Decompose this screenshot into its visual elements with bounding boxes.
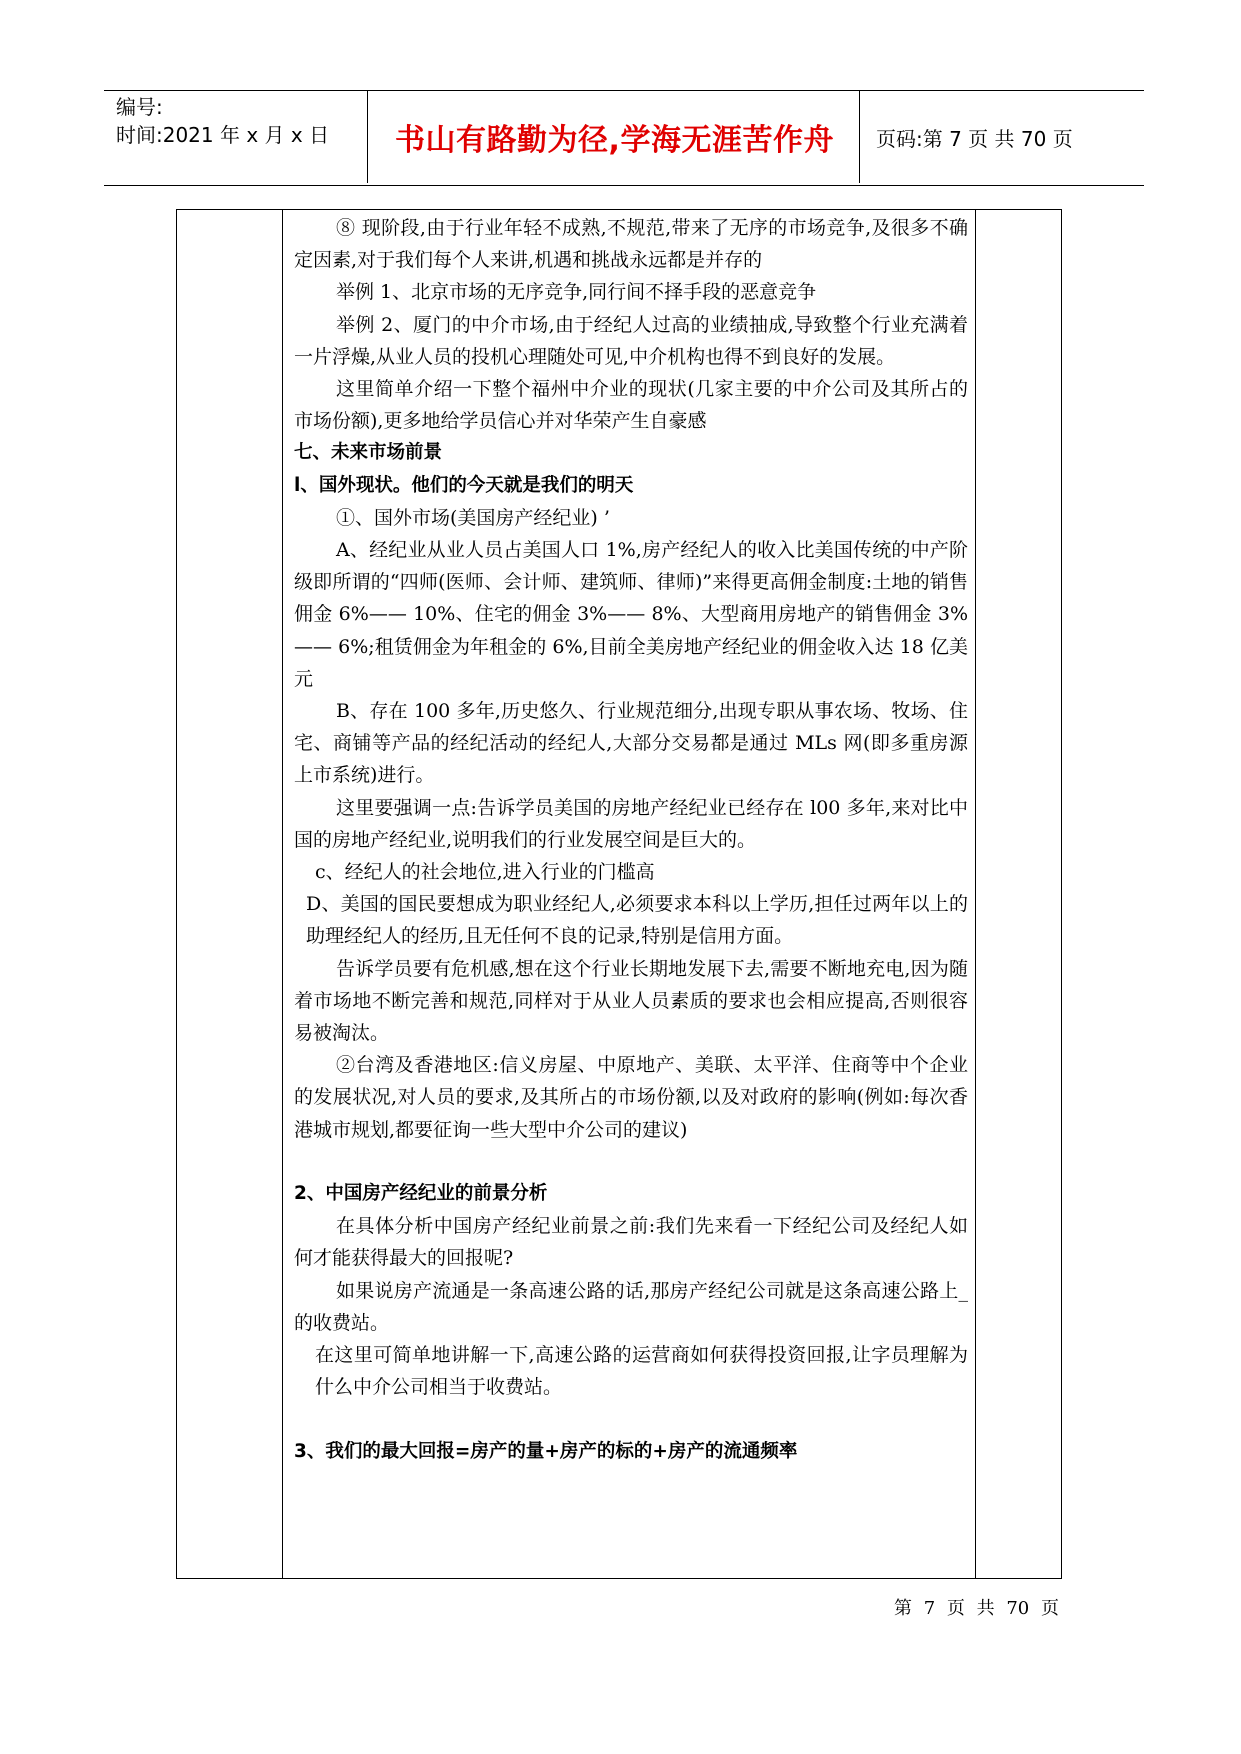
- content-table: [176, 209, 1062, 1579]
- header-divider: [859, 91, 860, 183]
- table-column-divider: [282, 210, 283, 1578]
- document-number-label: 编号:: [116, 95, 163, 119]
- paragraph: ②台湾及香港地区:信义房屋、中原地产、美联、太平洋、住商等中个企业的发展状况,对人员的要求,及其所占的市场份额,以及对政府的影响(例如:每次香港城市规划,都要征询一些大型中介公司的建议): [294, 1054, 968, 1141]
- blank-line: [294, 1146, 968, 1178]
- page-header: [104, 90, 1144, 186]
- subsection-heading: 3、我们的最大回报=房产的量+房产的标的+房产的流通频率: [294, 1440, 798, 1462]
- paragraph: B、存在 100 多年,历史悠久、行业规范细分,出现专职从事农场、牧场、住宅、商铺等产品的经纪活动的经纪人,大部分交易都是通过 MLs 网(即多重房源上市系统)进行。: [294, 700, 968, 787]
- content-cell: [294, 212, 968, 1468]
- paragraph: ⑧ 现阶段,由于行业年轻不成熟,不规范,带来了无序的市场竞争,及很多不确定因素,对于我们每个人来讲,机遇和挑战永远都是并存的: [294, 217, 968, 272]
- paragraph: 这里要强调一点:告诉学员美国的房地产经纪业已经存在 l00 多年,来对比中国的房地产经纪业,说明我们的行业发展空间是巨大的。: [294, 796, 968, 851]
- header-meta: [116, 93, 371, 183]
- paragraph: D、美国的国民要想成为职业经纪人,必须要求本科以上学历,担任过两年以上的助理经纪人的经历,且无任何不良的记录,特别是信用方面。: [306, 893, 968, 948]
- paragraph: 如果说房产流通是一条高速公路的话,那房产经纪公司就是这条高速公路上_的收费站。: [294, 1279, 968, 1334]
- paragraph: A、经纪业从业人员占美国人口 1%,房产经纪人的收入比美国传统的中产阶级即所谓的“四师(医师、会计师、建筑师、律师)”来得更高佣金制度:土地的销售佣金 6%—— 10%、住宅的佣金 3%—— 8%、大型商用房地产的销售佣金 3%—— 6%;租赁佣金为年租金的 6%,目前全美房地产经纪业的佣金收入达 18 亿美元: [294, 539, 968, 690]
- document-time-label: 时间:2021 年 x 月 x 日: [116, 123, 330, 147]
- paragraph: 告诉学员要有危机感,想在这个行业长期地发展下去,需要不断地充电,因为随着市场地不断完善和规范,同样对于从业人员素质的要求也会相应提高,否则很容易被淘汰。: [294, 957, 968, 1045]
- paragraph: 举例 2、厦门的中介市场,由于经纪人过高的业绩抽成,导致整个行业充满着一片浮燥,从业人员的投机心理随处可见,中介机构也得不到良好的发展。: [294, 313, 968, 368]
- paragraph: c、经纪人的社会地位,进入行业的门槛高: [315, 861, 655, 884]
- header-page-number: 页码:第 7 页 共 70 页: [876, 126, 1073, 151]
- subsection-heading: 2、中国房产经纪业的前景分析: [294, 1183, 548, 1205]
- paragraph: ①、国外市场(美国房产经纪业) ’: [336, 506, 610, 529]
- paragraph: 举例 1、北京市场的无序竞争,同行间不择手段的恶意竞争: [336, 281, 817, 304]
- table-column-divider: [975, 210, 976, 1578]
- header-motto: 书山有路勤为径,学海无涯苦作舟: [395, 123, 834, 158]
- section-heading: 七、未来市场前景: [294, 442, 443, 464]
- page-footer: 第 7 页 共 70 页: [894, 1598, 1059, 1619]
- blank-line: [294, 1404, 968, 1436]
- paragraph: 在这里可简单地讲解一下,高速公路的运营商如何获得投资回报,让字员理解为什么中介公司相当于收费站。: [315, 1344, 968, 1399]
- header-divider: [367, 91, 368, 183]
- subsection-heading: l、国外现状。他们的今天就是我们的明天: [294, 474, 634, 496]
- paragraph: 在具体分析中国房产经纪业前景之前:我们先来看一下经纪公司及经纪人如何才能获得最大的回报呢?: [294, 1215, 968, 1270]
- paragraph: 这里简单介绍一下整个福州中介业的现状(几家主要的中介公司及其所占的市场份额),更多地给学员信心并对华荣产生自豪感: [294, 378, 968, 433]
